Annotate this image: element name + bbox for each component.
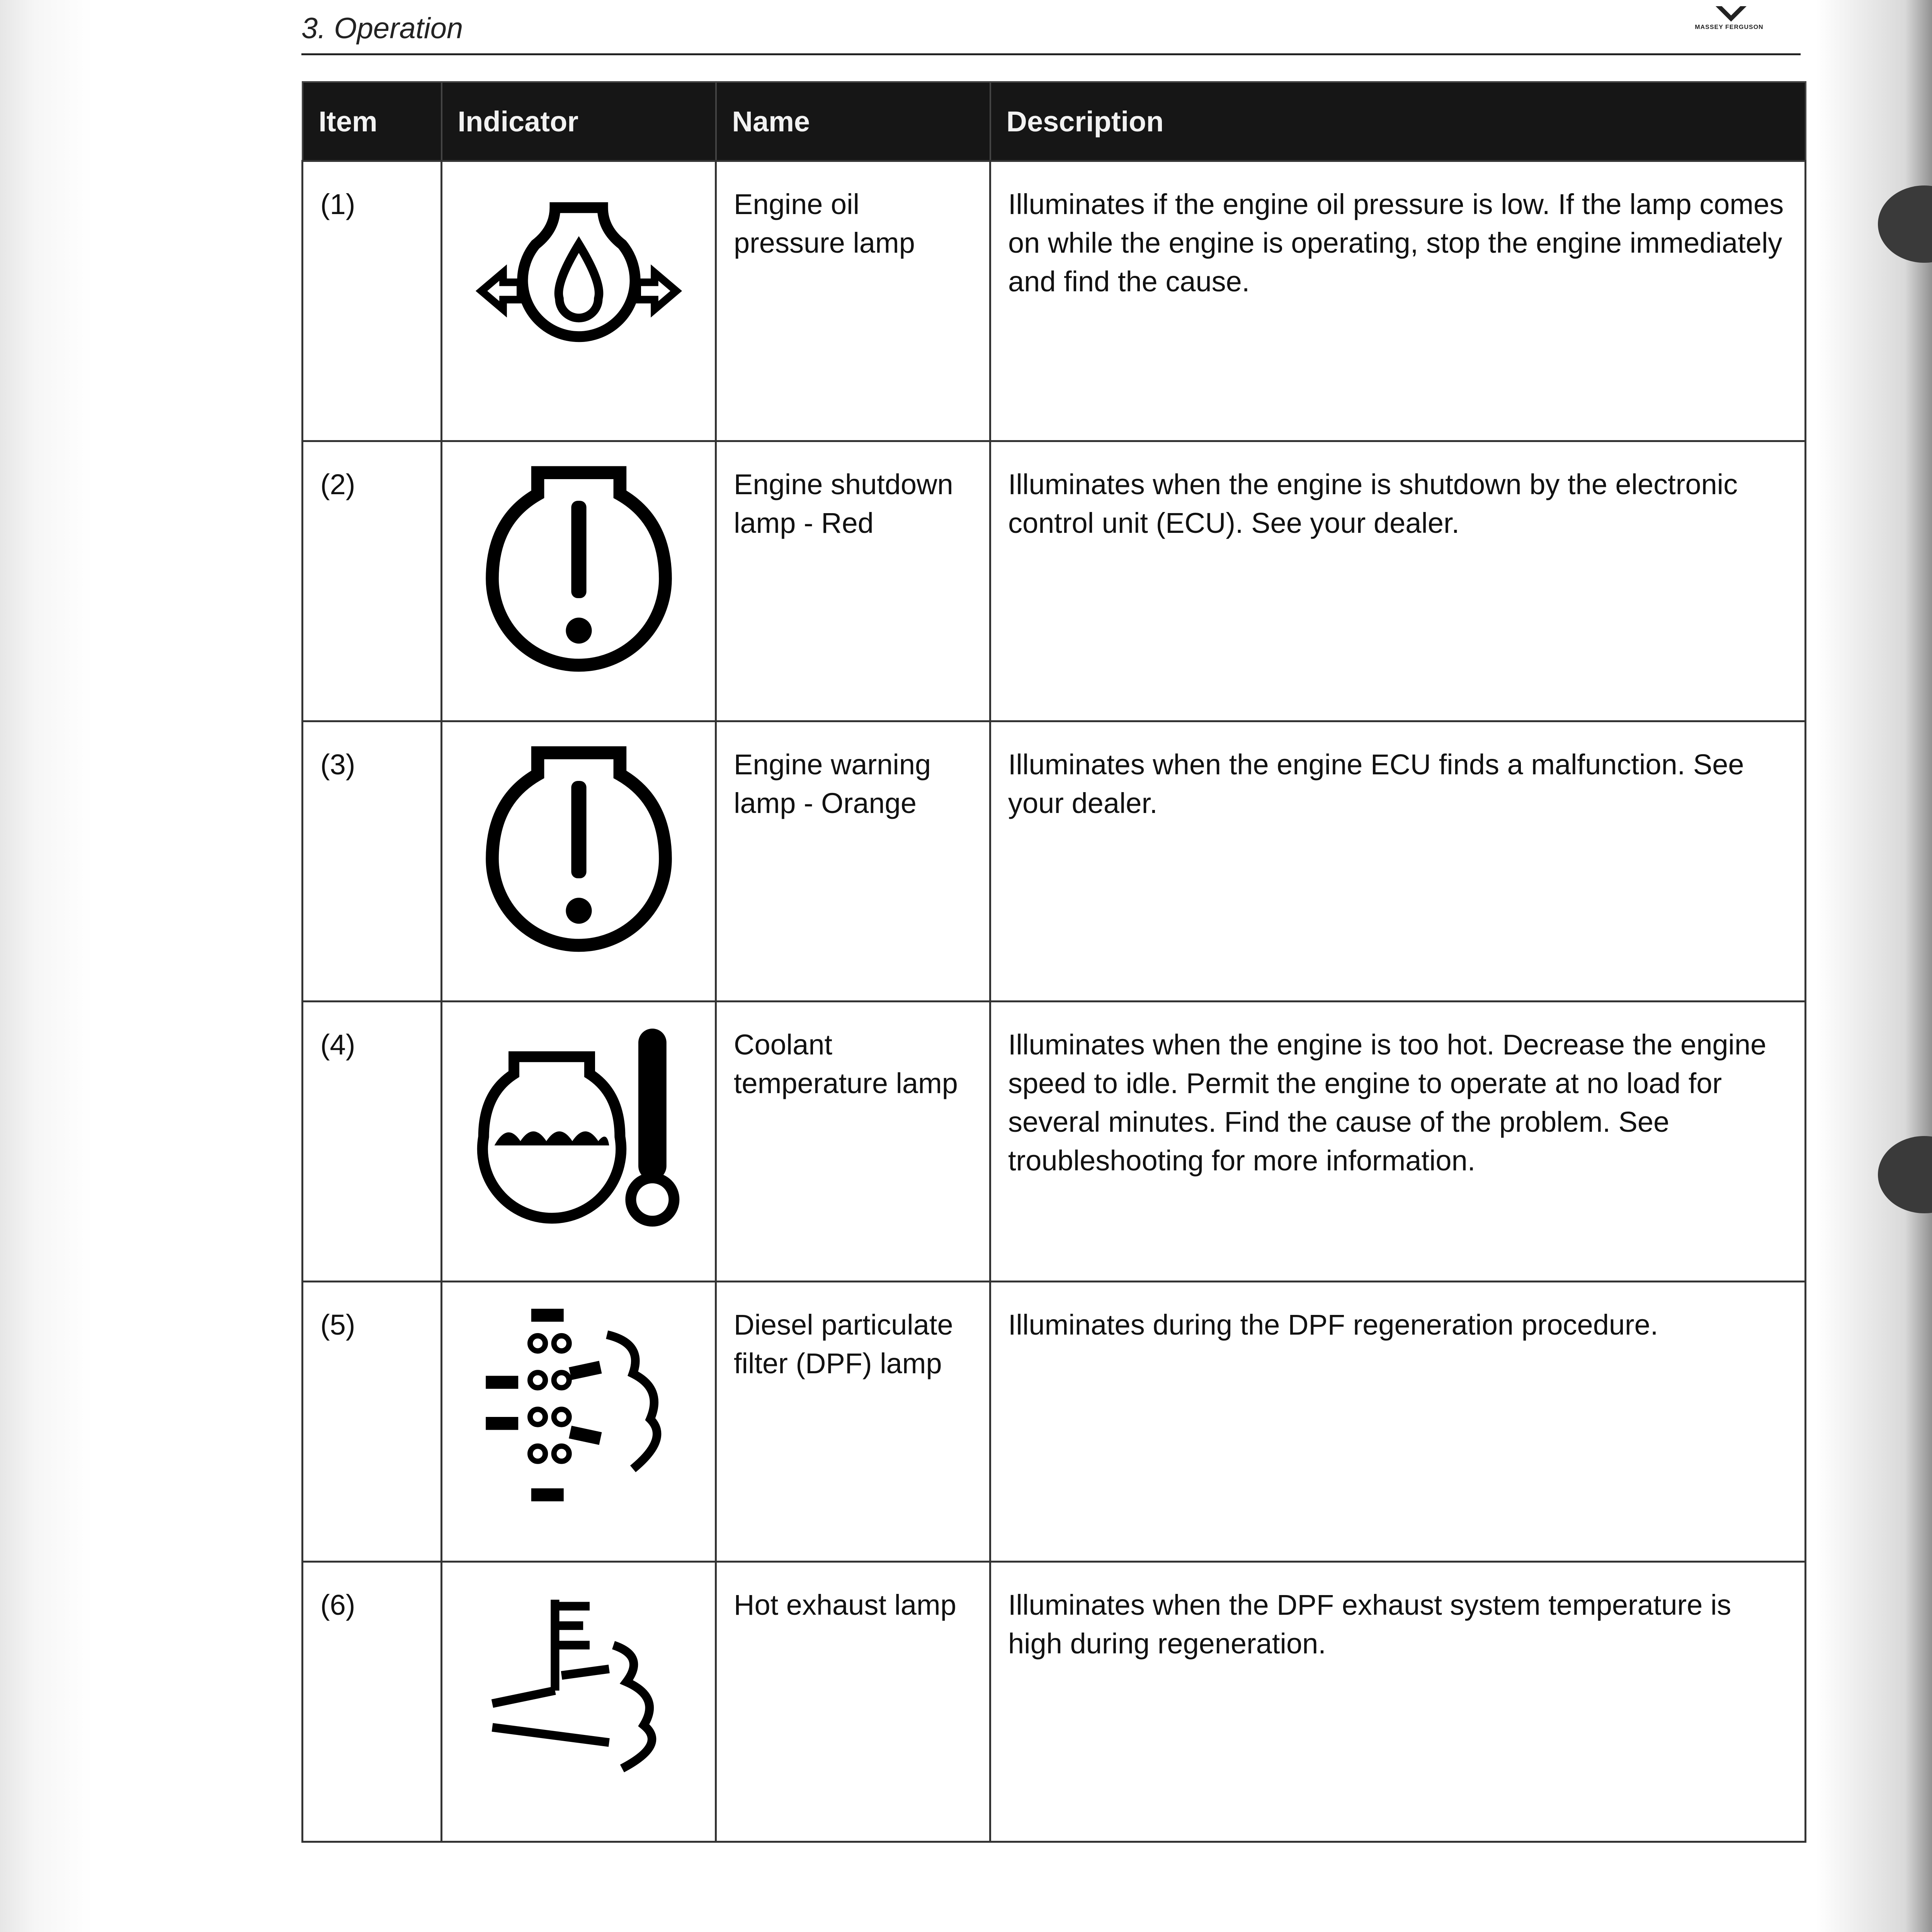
logo-text: MASSEY FERGUSON [1695, 24, 1764, 31]
table-row [303, 1562, 1806, 1842]
item-number: (4) [303, 1002, 442, 1282]
lamp-name: Engine shutdown lamp - Red [716, 441, 990, 721]
item-number: (6) [303, 1562, 442, 1842]
lamp-name: Diesel particulate filter (DPF) lamp [716, 1282, 990, 1562]
item-number: (1) [303, 161, 442, 441]
lamp-name: Hot exhaust lamp [716, 1562, 990, 1842]
header-rule [301, 53, 1801, 55]
lamp-name: Engine oil pressure lamp [716, 161, 990, 441]
lamp-description: Illuminates when the engine is shutdown by the electronic control unit (ECU). See your dealer. [990, 441, 1806, 721]
lamp-name: Coolant temperature lamp [716, 1002, 990, 1282]
lamp-description: Illuminates during the DPF regeneration procedure. [990, 1282, 1806, 1562]
table-row [303, 161, 1806, 441]
table-header-row [303, 82, 1806, 161]
lamp-description: Illuminates if the engine oil pressure is low. If the lamp comes on while the engine is operating, stop the engine immediately and find the cause. [990, 161, 1806, 441]
engine-oil-pressure-icon [471, 177, 687, 394]
item-number: (3) [303, 721, 442, 1002]
engine-warning-icon [471, 738, 687, 954]
hot-exhaust-icon [471, 1578, 687, 1794]
logo-icon [1692, 4, 1770, 39]
engine-shutdown-icon [471, 457, 687, 674]
indicator-table [301, 81, 1806, 1843]
item-number: (5) [303, 1282, 442, 1562]
section-title: 3. Operation [301, 12, 463, 45]
column-header-indicator: Indicator [442, 82, 716, 161]
item-number: (2) [303, 441, 442, 721]
table-row [303, 1002, 1806, 1282]
column-header-description: Description [990, 82, 1806, 161]
lamp-name: Engine warning lamp - Orange [716, 721, 990, 1002]
table-row [303, 721, 1806, 1002]
column-header-name: Name [716, 82, 990, 161]
column-header-item: Item [303, 82, 442, 161]
coolant-temperature-icon [471, 1018, 687, 1234]
table-row [303, 1282, 1806, 1562]
lamp-description: Illuminates when the engine is too hot. Decrease the engine speed to idle. Permit the engine to operate at no load for several minutes. Find the cause of the problem. See troubleshooting for more information. [990, 1002, 1806, 1282]
lamp-description: Illuminates when the DPF exhaust system temperature is high during regeneration. [990, 1562, 1806, 1842]
table-row [303, 441, 1806, 721]
dpf-filter-icon [471, 1298, 687, 1514]
lamp-description: Illuminates when the engine ECU finds a malfunction. See your dealer. [990, 721, 1806, 1002]
